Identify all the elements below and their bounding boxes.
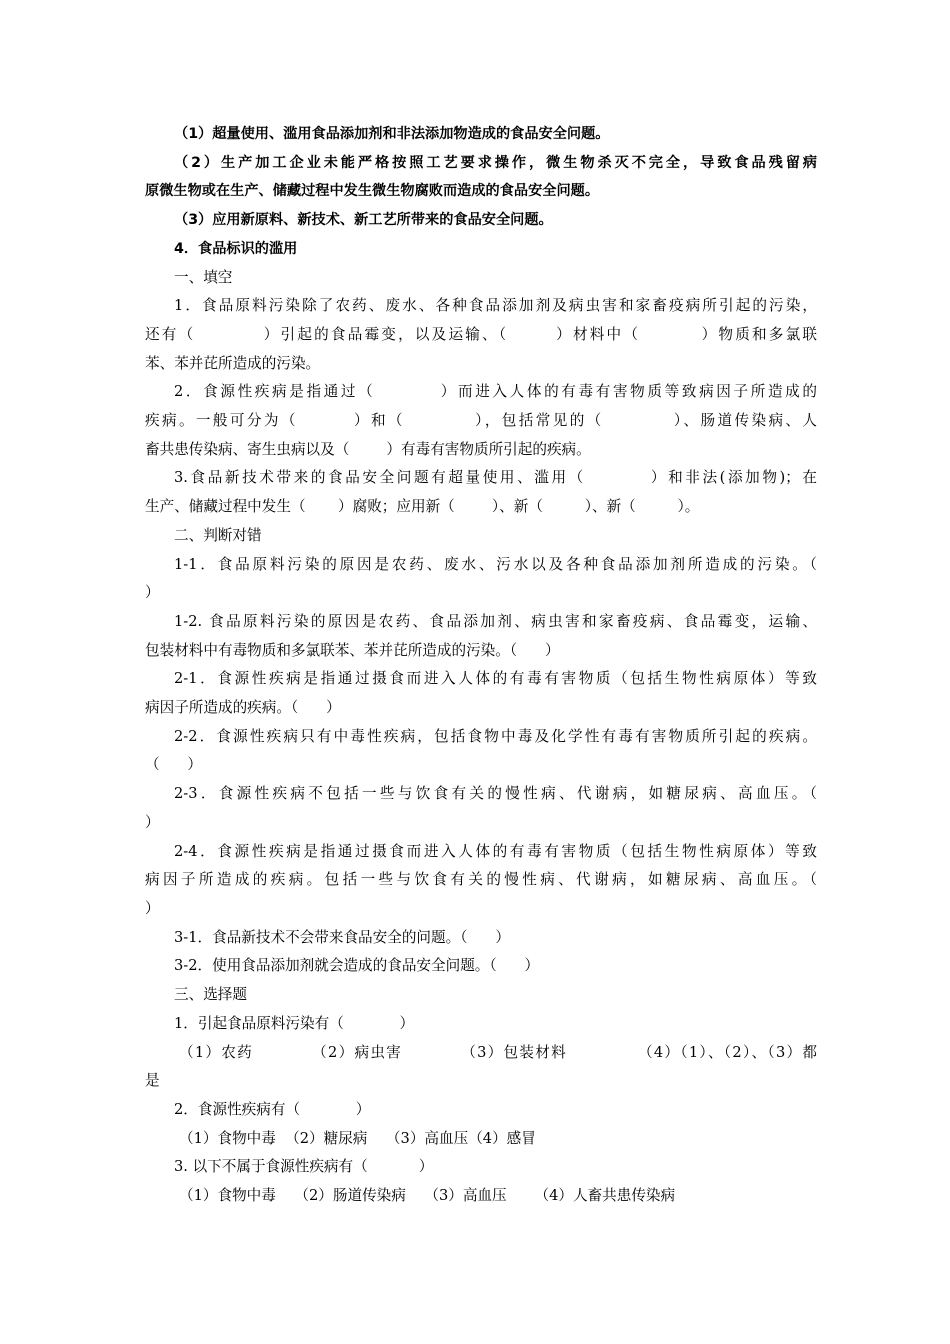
section-heading-label-abuse: 4．食品标识的滥用 (174, 240, 298, 257)
fill-question-1-line-3: 苯、苯并芘所造成的污染。 (145, 354, 321, 372)
mc-question-1-options: （1）农药 （2）病虫害 （3）包装材料 （4）（1）、（2）、（3）都 (179, 1043, 817, 1061)
section-heading-true-false: 二、判断对错 (174, 526, 262, 544)
paragraph-issue-3: （3）应用新原料、新技术、新工艺所带来的食品安全问题。 (174, 212, 553, 229)
mc-question-3: 3. 以下不属于食源性疾病有（ ） (174, 1158, 434, 1176)
tf-question-1-2-line-1: 1-2. 食品原料污染的原因是农药、食品添加剂、病虫害和家畜疫病、食品霉变，运输、 (174, 612, 817, 630)
mc-question-1-options-cont: 是 (145, 1072, 160, 1090)
fill-question-2-line-2: 疾病。一般可分为（ ）和（ ），包括常见的（ ）、肠道传染病、人 (145, 412, 817, 430)
tf-question-2-3-line-1: 2-3．食源性疾病不包括一些与饮食有关的慢性病、代谢病，如糖尿病、高血压。（ (174, 785, 817, 803)
tf-question-2-4-line-3: ） (145, 899, 160, 917)
fill-question-3-line-2: 生产、储藏过程中发生（ ）腐败；应用新（ ）、新（ ）、新（ ）。 (145, 498, 700, 516)
paragraph-issue-2-line-2: 原微生物或在生产、储藏过程中发生微生物腐败而造成的食品安全问题。 (145, 183, 600, 200)
tf-question-1-1-line-2: ） (145, 584, 160, 602)
tf-question-2-1-line-2: 病因子所造成的疾病。（ ） (145, 699, 341, 717)
mc-question-3-options: （1）食物中毒 （2）肠道传染病 （3）高血压 （4）人畜共患传染病 (179, 1187, 676, 1205)
mc-question-2-options: （1）食物中毒 （2）糖尿病 （3）高血压（4）感冒 (179, 1129, 536, 1147)
tf-question-3-1: 3-1．食品新技术不会带来食品安全的问题。（ ） (174, 928, 510, 946)
tf-question-2-4-line-1: 2-4．食源性疾病是指通过摄食而进入人体的有毒有害物质（包括生物性病原体）等致 (174, 842, 817, 860)
mc-question-1: 1．引起食品原料污染有（ ） (174, 1014, 415, 1032)
mc-question-2: 2．食源性疾病有（ ） (174, 1100, 371, 1118)
section-heading-fill-blank: 一、填空 (174, 268, 233, 286)
tf-question-2-1-line-1: 2-1．食源性疾病是指通过摄食而进入人体的有毒有害物质（包括生物性病原体）等致 (174, 670, 817, 688)
tf-question-1-2-line-2: 包装材料中有毒物质和多氯联苯、苯并芘所造成的污染。（ ） (145, 641, 560, 659)
fill-question-3-line-1: 3.食品新技术带来的食品安全问题有超量使用、滥用（ ）和非法(添加物)；在 (174, 469, 817, 487)
tf-question-2-2-line-2: （ ） (145, 756, 203, 774)
paragraph-issue-1: （1）超量使用、滥用食品添加剂和非法添加物造成的食品安全问题。 (174, 126, 610, 142)
fill-question-2-line-1: 2．食源性疾病是指通过（ ）而进入人体的有毒有害物质等致病因子所造成的 (174, 383, 817, 401)
fill-question-1-line-2: 还有（ ）引起的食品霉变，以及运输、（ ）材料中（ ）物质和多氯联 (145, 325, 817, 343)
fill-question-2-line-3: 畜共患传染病、寄生虫病以及（ ）有毒有害物质所引起的疾病。 (145, 440, 591, 458)
tf-question-2-4-line-2: 病因子所造成的疾病。包括一些与饮食有关的慢性病、代谢病，如糖尿病、高血压。（ (145, 871, 817, 889)
tf-question-3-2: 3-2．使用食品添加剂就会造成的食品安全问题。（ ） (174, 957, 540, 975)
paragraph-issue-2-line-1: （2）生产加工企业未能严格按照工艺要求操作，微生物杀灭不完全，导致食品残留病 (174, 154, 817, 171)
tf-question-1-1-line-1: 1-1．食品原料污染的原因是农药、废水、污水以及各种食品添加剂所造成的污染。（ (174, 555, 817, 573)
document-page (145, 120, 817, 1211)
fill-question-1-line-1: 1．食品原料污染除了农药、废水、各种食品添加剂及病虫害和家畜疫病所引起的污染， (174, 297, 817, 315)
tf-question-2-2-line-1: 2-2．食源性疾病只有中毒性疾病，包括食物中毒及化学性有毒有害物质所引起的疾病。 (174, 727, 817, 745)
tf-question-2-3-line-2: ） (145, 813, 160, 831)
section-heading-multiple-choice: 三、选择题 (174, 986, 247, 1004)
